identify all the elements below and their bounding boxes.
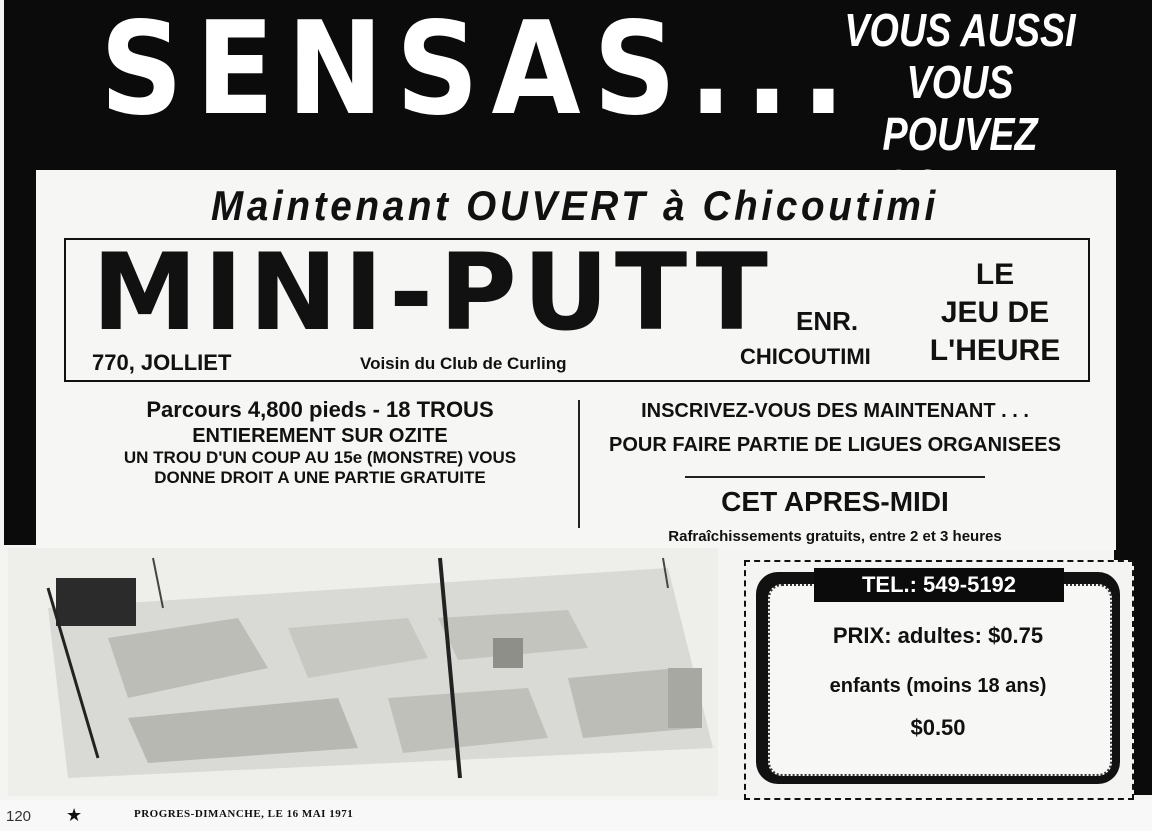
- phone-number: TEL.: 549-5192: [814, 568, 1064, 602]
- course-length: Parcours 4,800 pieds - 18 TROUS: [146, 397, 494, 422]
- children-price: $0.50: [910, 715, 966, 740]
- this-afternoon: CET APRES-MIDI: [721, 486, 949, 517]
- enr-label: ENR.: [796, 306, 859, 336]
- page-number: 120: [6, 808, 32, 825]
- page-footer: [0, 800, 1152, 831]
- hole-in-one-line-2: DONNE DROIT A UNE PARTIE GRATUITE: [154, 468, 486, 487]
- publication-line: PROGRES-DIMANCHE, LE 16 MAI 1971: [134, 808, 354, 820]
- hole-in-one-line-1: UN TROU D'UN COUP AU 15e (MONSTRE) VOUS: [123, 448, 517, 467]
- neighbor-note: Voisin du Club de Curling: [360, 354, 567, 373]
- address: 770, JOLLIET: [92, 350, 232, 375]
- jeu-line-2: JEU DE: [940, 296, 1050, 329]
- slogan-line-2: VOUS POUVEZ: [882, 56, 1038, 160]
- free-refreshments: Rafraîchissements gratuits, entre 2 et 3 heures: [668, 528, 1002, 545]
- open-announcement: Maintenant OUVERT à Chicoutimi: [210, 182, 939, 229]
- jeu-line-3: L'HEURE: [929, 334, 1061, 367]
- vertical-divider: [578, 400, 580, 528]
- prices: [780, 616, 1096, 748]
- business-name: MINI-PUTT: [92, 231, 774, 354]
- course-info: [60, 396, 580, 488]
- slogan-line-1: VOUS AUSSI: [844, 4, 1076, 56]
- city-label: CHICOUTIMI: [740, 344, 871, 369]
- headline: SENSAS...: [100, 0, 858, 144]
- league-info: [590, 396, 1080, 548]
- children-label: enfants (moins 18 ans): [829, 675, 1047, 697]
- horizontal-rule: [685, 476, 985, 478]
- register-now: INSCRIVEZ-VOUS DES MAINTENANT . . .: [641, 400, 1029, 422]
- jeu-line-1: LE: [975, 258, 1015, 291]
- adult-price: PRIX: adultes: $0.75: [832, 623, 1044, 648]
- course-photo: [8, 548, 718, 796]
- course-photo-illustration: [8, 548, 718, 796]
- star-icon: ★: [66, 805, 83, 825]
- jeu-de-lheure: [900, 256, 1090, 370]
- course-surface: ENTIEREMENT SUR OZITE: [192, 425, 448, 447]
- join-leagues: POUR FAIRE PARTIE DE LIGUES ORGANISEES: [609, 434, 1061, 456]
